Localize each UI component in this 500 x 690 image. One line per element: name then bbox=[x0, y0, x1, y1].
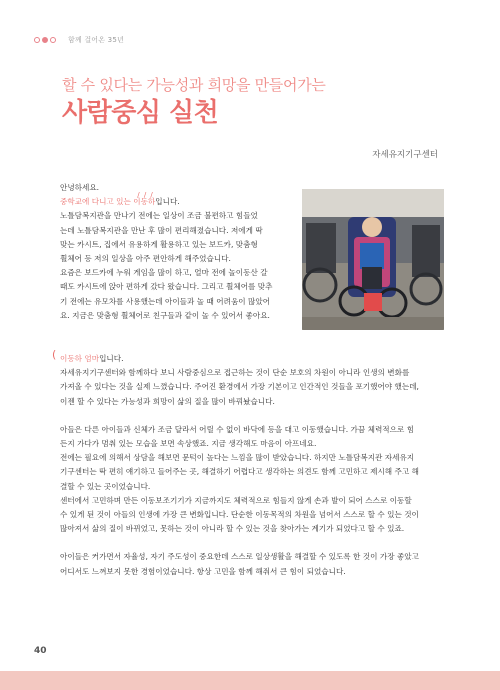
photo-illustration bbox=[302, 189, 444, 330]
author-label: 자세유지기구센터 bbox=[372, 150, 438, 160]
intro-paragraph bbox=[60, 181, 295, 323]
article-title: 사람중심 실천 bbox=[62, 98, 219, 128]
mother-highlight bbox=[52, 348, 100, 366]
paragraph-gap bbox=[60, 536, 450, 550]
header-bar bbox=[34, 34, 124, 46]
greeting: 안녕하세요. bbox=[60, 183, 100, 192]
dot-filled-icon bbox=[42, 37, 48, 43]
paragraph-gap bbox=[60, 409, 450, 423]
body-line: 수 있게 된 것이 아들의 인생에 가장 큰 변화입니다. 단순한 이동목적의 차원을 넘어서 스스로 할 수 있는 것이 bbox=[60, 510, 419, 520]
intro-line: 요즘은 보드카에 누워 게임을 많이 하고, 얼마 전에 놀이동산 갈 bbox=[60, 268, 268, 278]
photo-child-in-wheelchair bbox=[302, 189, 444, 330]
body-line: 가져올 수 있다는 것을 실제 느꼈습니다. 주어진 환경에서 가장 기본이고 인간적인 것들을 포기했어야 했는데, bbox=[60, 382, 419, 392]
mother-suffix: 입니다. bbox=[99, 354, 124, 363]
body-line: 센터에서 고민하며 만든 이동보조기기가 지금까지도 체력적으로 힘들지 않게 손과 발이 되어 스스로 이동할 bbox=[60, 495, 412, 505]
intro-name: 이동하 bbox=[133, 197, 156, 207]
body-line: 결할 수 있는 곳이었습니다. bbox=[60, 481, 151, 491]
body-line: 아이들은 커가면서 자율성, 자기 주도성이 중요한데 스스로 일상생활을 해결할 수 있도록 한 것이 가장 좋았고 bbox=[60, 552, 419, 562]
intro-line: 노틀담복지관을 만나기 전에는 일상이 조금 불편하고 힘들었 bbox=[60, 211, 258, 221]
intro-line: 요. 지금은 맞춤형 휠체어로 친구들과 같이 놀 수 있어서 좋아요. bbox=[60, 310, 270, 320]
article-subtitle: 할 수 있다는 가능성과 희망을 만들어가는 bbox=[62, 76, 326, 94]
body-line: 어디서도 느껴보지 못한 경험이었습니다. 항상 고민을 함께 해줘서 큰 힘이 되었습니다. bbox=[60, 566, 346, 576]
dot-icon bbox=[34, 37, 40, 43]
body-line: 전에는 필요에 의해서 상담을 해보면 문턱이 높다는 느낌을 많이 받았습니다. 하지만 노틀담복지관 자세유지 bbox=[60, 453, 415, 463]
body-line: 든지 가다가 멈춰 있는 모습을 보면 속상했죠. 지금 생각해도 마음이 아프네요. bbox=[60, 439, 317, 449]
mother-name: 이동하 엄마 bbox=[60, 354, 100, 363]
footer-band bbox=[0, 671, 500, 690]
body-line: 아들은 다른 아이들과 신체가 조금 달라서 어릴 수 없이 바닥에 등을 대고 이동했습니다. 가끔 체력적으로 힘 bbox=[60, 424, 415, 434]
bracket-mark-icon: ( bbox=[52, 348, 57, 361]
body-line: 기구센터는 딱 편히 얘기하고 들어주는 곳, 해결하기 어렵다고 생각하는 의견도 함께 고민하고 제시해 주고 해 bbox=[60, 467, 419, 477]
intro-line: 맞는 카시트, 집에서 유용하게 활용하고 있는 보드카, 맞춤형 bbox=[60, 239, 258, 249]
page-number: 40 bbox=[34, 646, 47, 656]
body-line: 많아져서 삶의 질이 바뀌었고, 못하는 것이 아니라 할 수 있는 것을 찾아가는 계기가 되었다고 할 수 있죠. bbox=[60, 524, 405, 534]
intro-highlight-line bbox=[60, 191, 295, 209]
sparkle-icon: / / / bbox=[137, 191, 154, 200]
intro-suffix: 입니다. bbox=[155, 197, 180, 207]
intro-line: 는데 노틀담복지관을 만난 후 많이 편리해졌습니다. 저에게 딱 bbox=[60, 225, 263, 235]
section-title: 함께 걸어온 35년 bbox=[68, 36, 124, 44]
name-highlight bbox=[133, 191, 156, 209]
intro-line: 휠체어 등 저의 일상을 아주 편안하게 해주었습니다. bbox=[60, 254, 231, 264]
intro-line: 때도 카시트에 앉아 편하게 갔다 왔습니다. 그리고 휠체어를 맞추 bbox=[60, 282, 273, 292]
dot-icon bbox=[50, 37, 56, 43]
intro-line: 기 전에는 유모차를 사용했는데 아이들과 놀 때 어려움이 많았어 bbox=[60, 296, 271, 306]
body-line: 자세유지기구센터와 함께하다 보니 사람중심으로 접근하는 것이 단순 보호의 차원이 아니라 인생의 변화를 bbox=[60, 368, 410, 378]
mother-testimonial bbox=[52, 348, 450, 579]
mother-intro-line bbox=[52, 348, 450, 366]
intro-highlight-prefix: 중학교에 다니고 있는 bbox=[60, 197, 134, 207]
body-line: 이젠 할 수 있다는 가능성과 희망이 삶의 질을 많이 바꿔놨습니다. bbox=[60, 396, 275, 406]
